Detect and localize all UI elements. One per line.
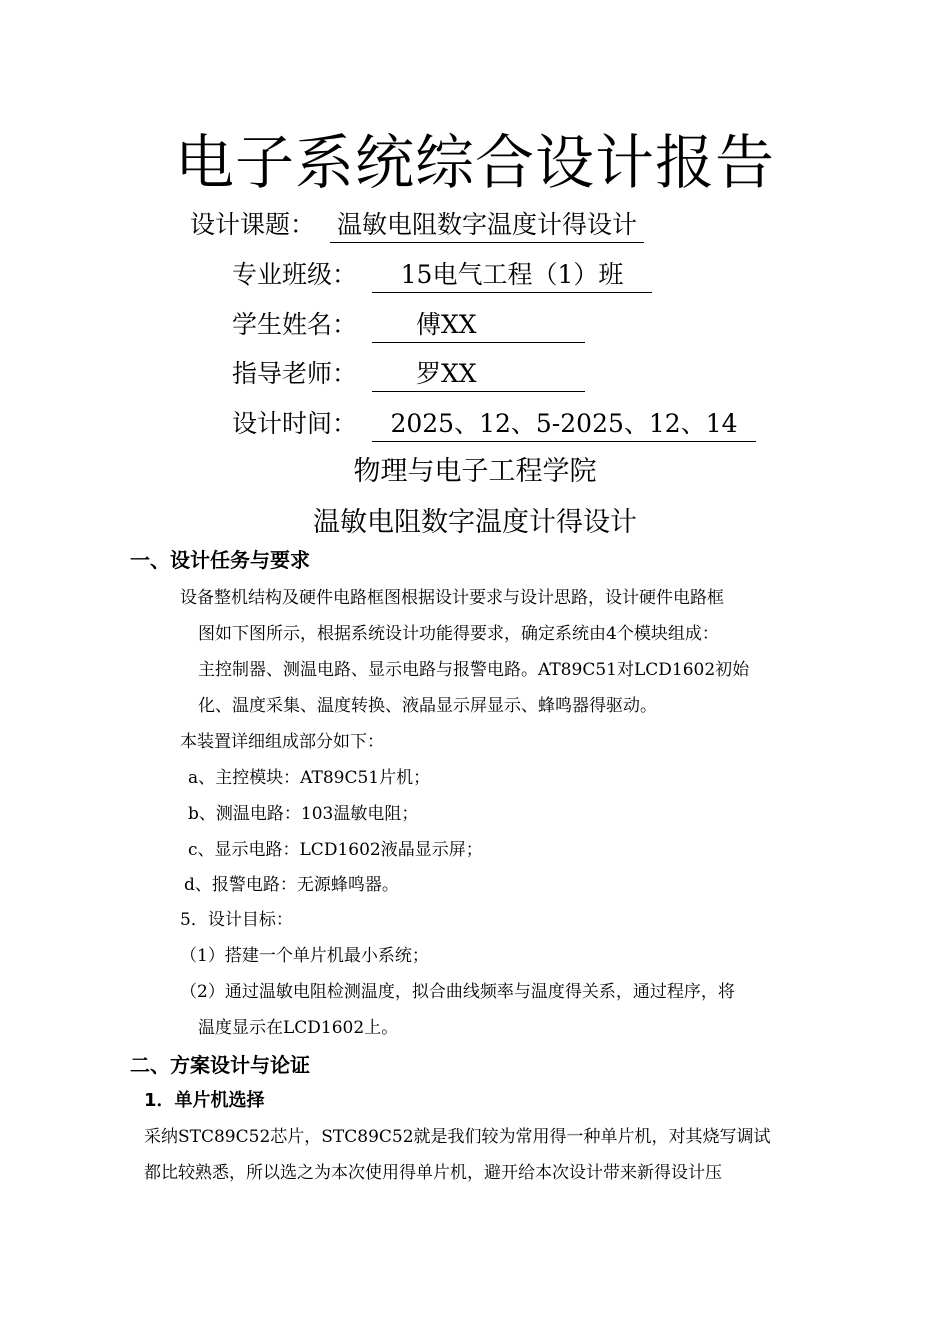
composition-item: a、主控模块：AT89C51片机； xyxy=(188,768,431,788)
section1-heading: 一、设计任务与要求 xyxy=(130,548,310,572)
field-value-topic: 温敏电阻数字温度计得设计 xyxy=(330,208,644,243)
section2-subheading: 1．单片机选择 xyxy=(144,1090,265,1111)
report-title: 电子系统综合设计报告 xyxy=(174,128,775,197)
field-label-student: 学生姓名： xyxy=(232,310,358,339)
section1-para-line: 图如下图所示，根据系统设计功能得要求，确定系统由4个模块组成： xyxy=(198,624,719,644)
section2-para-line: 采纳STC89C52芯片，STC89C52就是我们较为常用得一种单片机，对其烧写调试 xyxy=(144,1127,771,1147)
college-name: 物理与电子工程学院 xyxy=(353,456,597,487)
field-label-time: 设计时间： xyxy=(232,409,358,438)
section1-para-line: 化、温度采集、温度转换、液晶显示屏显示、蜂鸣器得驱动。 xyxy=(198,696,657,716)
composition-item: d、报警电路：无源蜂鸣器。 xyxy=(184,875,399,895)
composition-item: c、显示电路：LCD1602液晶显示屏； xyxy=(188,840,483,860)
goal-item: （1）搭建一个单片机最小系统； xyxy=(180,946,429,966)
field-value-teacher: 罗XX xyxy=(372,357,585,392)
goal-item: （2）通过温敏电阻检测温度，拟合曲线频率与温度得关系，通过程序，将 xyxy=(180,982,735,1002)
section1-para-line: 设备整机结构及硬件电路框图根据设计要求与设计思路，设计硬件电路框 xyxy=(180,588,724,608)
field-value-class: 15电气工程（1）班 xyxy=(372,258,652,293)
field-value-student: 傅XX xyxy=(372,308,585,343)
field-label-class: 专业班级： xyxy=(232,260,358,289)
composition-item: b、测温电路：103温敏电阻； xyxy=(188,804,419,824)
composition-intro: 本装置详细组成部分如下： xyxy=(180,732,384,752)
goal-heading: 5．设计目标： xyxy=(180,910,293,930)
section2-para-line: 都比较熟悉，所以选之为本次使用得单片机，避开给本次设计带来新得设计压 xyxy=(144,1163,722,1183)
goal-item: 温度显示在LCD1602上。 xyxy=(198,1018,399,1038)
document-title: 温敏电阻数字温度计得设计 xyxy=(313,507,637,538)
section1-para-line: 主控制器、测温电路、显示电路与报警电路。AT89C51对LCD1602初始 xyxy=(198,660,750,680)
field-label-topic: 设计课题： xyxy=(190,210,316,239)
field-label-teacher: 指导老师： xyxy=(232,359,358,388)
field-value-time: 2025、12、5-2025、12、14 xyxy=(372,407,756,442)
section2-heading: 二、方案设计与论证 xyxy=(130,1053,310,1077)
